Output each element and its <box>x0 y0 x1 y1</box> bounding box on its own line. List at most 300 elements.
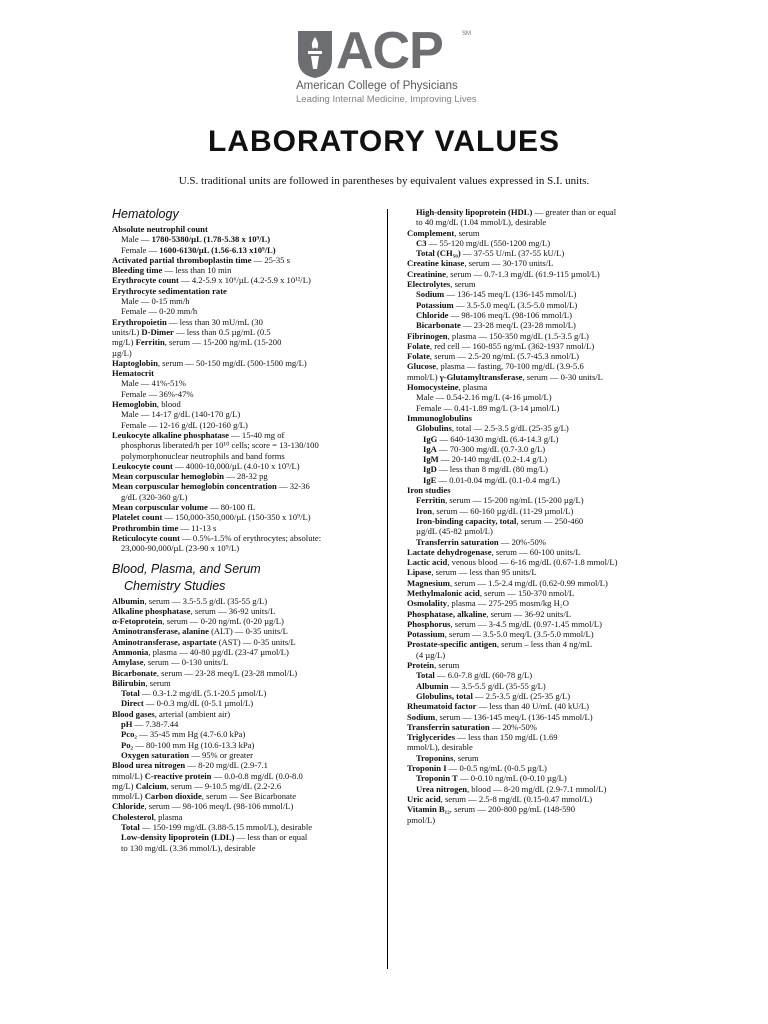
lab-value-line <box>112 265 380 275</box>
lab-value-line <box>112 812 380 822</box>
lab-test-name: Activated partial thromboplastin time <box>112 254 252 265</box>
lab-test-name: Reticulocyte count <box>112 532 181 543</box>
lab-value-line <box>407 269 675 279</box>
lab-value-text: , serum — 9-10.5 mg/dL (2.2-2.6 <box>166 780 282 791</box>
lab-value-text: , serum — 150-370 nmol/L <box>479 587 575 598</box>
lab-value-line <box>112 626 380 636</box>
logo-wordmark: ACP <box>336 22 443 80</box>
lab-value-line <box>112 843 380 853</box>
lab-value-line <box>112 492 380 502</box>
lab-test-name: Osmolality <box>407 598 448 609</box>
lab-value-text: — 0-0.5 ng/mL (0-0.5 µg/L) <box>446 763 547 774</box>
lab-value-line <box>407 361 675 371</box>
lab-value-line <box>407 547 675 557</box>
lab-test-name: Vitamin B₁₂ <box>407 804 450 815</box>
lab-test-name: Urea nitrogen <box>416 783 467 794</box>
lab-value-line <box>407 372 675 382</box>
lab-value-text: , serum — 250-460 <box>516 515 584 526</box>
lab-value-line <box>112 451 380 461</box>
lab-value-text: — 95% or greater <box>189 749 253 760</box>
lab-value-line <box>407 712 675 722</box>
lab-value-line <box>407 495 675 505</box>
lab-value-line <box>407 403 675 413</box>
lab-test-name: Blood urea nitrogen <box>112 760 186 771</box>
lab-value-text: , serum — 98-106 meq/L (98-106 mmol/L) <box>144 801 294 812</box>
lab-test-name: Chloride <box>112 801 145 812</box>
lab-value-line <box>407 238 675 248</box>
lab-test-name: Total <box>121 822 140 833</box>
lab-value-line <box>407 681 675 691</box>
lab-value-line <box>112 234 380 244</box>
lab-value-text: , serum — 36-92 units/L <box>486 608 572 619</box>
lab-value-text: — 150,000-350,000/µL (150-350 x 10⁹/L) <box>162 512 311 523</box>
lab-value-line <box>112 781 380 791</box>
lab-value-text: — 150-199 mg/dL (3.88-5.15 mmol/L), desirable <box>139 822 313 833</box>
lab-value-text: , serum — less than 95 units/L <box>431 567 537 578</box>
lab-value-text: Female — 0.41-1.89 mg/L (3-14 µmol/L) <box>416 402 560 413</box>
lab-value-line <box>407 804 675 814</box>
lab-value-line <box>407 444 675 454</box>
lab-test-name: Direct <box>121 698 144 709</box>
lab-value-text: mmol/L) <box>112 791 145 802</box>
lab-test-name: Iron studies <box>407 485 451 496</box>
lab-value-text: — 2.5-3.5 g/dL (25-35 g/L) <box>472 690 571 701</box>
lab-value-text: to 40 mg/dL (1.04 mmol/L), desirable <box>416 217 547 228</box>
lab-value-text: Male — <box>121 234 152 245</box>
lab-test-name: Total <box>121 688 140 699</box>
lab-value-text: , plasma <box>153 811 183 822</box>
logo-org-name: American College of Physicians <box>296 80 458 92</box>
lab-value-line <box>407 289 675 299</box>
lab-value-text: mmol/L), desirable <box>407 742 473 753</box>
lab-test-name: Lactic acid <box>407 557 448 568</box>
lab-value-line <box>112 678 380 688</box>
lab-test-name: Platelet count <box>112 512 163 523</box>
lab-value-line <box>407 537 675 547</box>
lab-test-name: Transferrin saturation <box>416 536 499 547</box>
lab-test-name: Albumin <box>416 680 449 691</box>
lab-test-name: Erythrocyte count <box>112 275 179 286</box>
lab-test-name: IgM <box>423 454 439 465</box>
lab-test-name: Iron <box>416 505 433 516</box>
lab-test-name: High-density lipoprotein (HDL) <box>416 207 533 217</box>
lab-value-text: , red cell — 160-855 ng/mL (362-1937 nmol/L) <box>429 340 595 351</box>
lab-value-line <box>407 660 675 670</box>
lab-test-name: Cholesterol <box>112 811 154 822</box>
lab-test-name: Potassium <box>416 299 454 310</box>
lab-value-text: mg/L) <box>112 780 136 791</box>
lab-value-line <box>407 331 675 341</box>
lab-value-line <box>407 485 675 495</box>
lab-value-text: — 640-1430 mg/dL (6.4-14.3 g/L) <box>437 433 559 444</box>
lab-value-text: , blood <box>156 399 181 410</box>
lab-value-line <box>112 616 380 626</box>
lab-value-text: — less than 150 mg/dL (1.69 <box>455 732 558 743</box>
lab-value-text: units/L) <box>112 326 142 337</box>
logo-service-mark: SM <box>462 31 471 37</box>
lab-test-name: Transferrin saturation <box>407 721 490 732</box>
lab-value-text: — 98-106 meq/L (98-106 mmol/L) <box>448 309 573 320</box>
lab-test-name: Mean corpuscular volume <box>112 502 208 513</box>
lab-value-text: , serum <box>145 677 171 688</box>
lab-value-text: — less than 40 U/mL (40 kU/L) <box>476 701 590 712</box>
lab-value-line <box>112 801 380 811</box>
lab-value-text: , serum – less than 4 ng/mL <box>496 639 593 650</box>
lab-value-text: , blood — 8-20 mg/dL (2.9-7.1 mmol/L) <box>467 783 607 794</box>
right-column <box>407 207 675 825</box>
column-divider <box>387 209 388 969</box>
lab-value-text: , serum — 1.5-2.4 mg/dL (0.62-0.99 mmol/L) <box>449 577 608 588</box>
lab-value-text: — 4.2-5.9 x 10⁶/µL (4.2-5.9 x 10¹²/L) <box>178 275 311 286</box>
lab-value-line <box>112 543 380 553</box>
lab-test-name: Mean corpuscular hemoglobin concentration <box>112 481 277 492</box>
lab-value-line <box>112 512 380 522</box>
lab-value-text: (ALT) — 0-35 units/L <box>208 626 288 637</box>
lab-value-text: g/dL (320-360 g/L) <box>121 491 188 502</box>
lab-value-text: , serum — 200-800 pg/mL (148-590 <box>449 804 576 815</box>
lab-value-line <box>112 368 380 378</box>
lab-value-text: Male — 14-17 g/dL (140-170 g/L) <box>121 409 241 420</box>
lab-value-text: , serum — 136-145 meq/L (136-145 mmol/L) <box>435 711 593 722</box>
lab-value-line <box>407 413 675 423</box>
lab-value-line <box>407 434 675 444</box>
lab-value-line <box>112 378 380 388</box>
lab-value-text: — 15-40 mg of <box>229 429 285 440</box>
lab-value-line <box>407 341 675 351</box>
lab-value-line <box>112 606 380 616</box>
acp-logo <box>296 22 477 107</box>
lab-value-line <box>112 637 380 647</box>
lab-value-line <box>112 698 380 708</box>
chemistry-values <box>112 596 380 853</box>
lab-value-line <box>112 596 380 606</box>
lab-test-name: Leukocyte alkaline phosphatase <box>112 429 229 440</box>
lab-test-name: Lipase <box>407 567 432 578</box>
lab-test-name: Prostate-specific antigen <box>407 639 497 650</box>
lab-value-line <box>112 668 380 678</box>
lab-value-line <box>112 358 380 368</box>
lab-value-line <box>407 619 675 629</box>
lab-value-text: , serum — 3-4.5 mg/dL (0.97-1.45 mmol/L) <box>450 618 602 629</box>
lab-value-text: — 0-0.10 ng/mL (0-0.10 µg/L) <box>457 773 567 784</box>
lab-value-line <box>112 245 380 255</box>
lab-test-name: Leukocyte count <box>112 460 173 471</box>
lab-test-name: Magnesium <box>407 577 450 588</box>
lab-value-line <box>112 348 380 358</box>
lab-value-line <box>112 502 380 512</box>
lab-value-text: , serum — 0.7-1.3 mg/dL (61.9-115 µmol/L) <box>446 268 600 279</box>
lab-value-line <box>112 275 380 285</box>
left-column <box>112 207 380 853</box>
lab-value-line <box>112 771 380 781</box>
lab-test-name: C3 <box>416 237 427 248</box>
lab-value-line <box>112 440 380 450</box>
lab-value-text: 23,000-90,000/µL (23-90 x 10⁹/L) <box>121 543 240 554</box>
lab-value-text: µg/L) <box>112 347 132 358</box>
lab-test-name: Blood gases <box>112 708 155 719</box>
lab-test-name: Folate <box>407 340 430 351</box>
lab-test-name: Po₂ <box>121 739 134 750</box>
lab-value-line <box>407 815 675 825</box>
lab-value-line <box>407 598 675 608</box>
lab-test-name: Creatine kinase <box>407 258 465 269</box>
lab-value-line <box>407 382 675 392</box>
lab-value-text: — 0.3-1.2 mg/dL (5.1-20.5 µmol/L) <box>139 688 267 699</box>
lab-value-text: mg/L) <box>112 337 136 348</box>
lab-test-name: Albumin <box>112 595 145 606</box>
lab-test-name: γ-Glutamyltransferase <box>439 371 523 382</box>
lab-test-name: Uric acid <box>407 793 441 804</box>
lab-value-text: , serum — 36-92 units/L <box>190 605 276 616</box>
lab-value-text: , serum — 0-20 ng/mL (0-20 µg/L) <box>162 616 284 627</box>
lab-value-line <box>407 464 675 474</box>
lab-test-name: Erythropoietin <box>112 316 167 327</box>
lab-value-line <box>407 609 675 619</box>
lab-test-name: Erythrocyte sedimentation rate <box>112 285 227 296</box>
lab-value-text: — 35-45 mm Hg (4.7-6.0 kPa) <box>136 729 246 740</box>
lab-value-line <box>407 248 675 258</box>
lab-test-name: Creatinine <box>407 268 446 279</box>
lab-value-line <box>407 423 675 433</box>
lab-value-text: , plasma <box>458 382 488 393</box>
lab-test-name: Immunoglobulins <box>407 412 472 423</box>
lab-value-text: mmol/L) <box>407 371 440 382</box>
section-heading-hematology: Hematology <box>112 207 179 221</box>
lab-value-line <box>112 430 380 440</box>
lab-value-line <box>407 722 675 732</box>
lab-value-text: — 11-13 s <box>178 522 217 533</box>
lab-value-text: phosphorus liberated/h per 10¹⁰ cells; score = 13-130/100 <box>121 440 319 451</box>
lab-value-line <box>112 481 380 491</box>
lab-value-line <box>407 691 675 701</box>
lab-test-name: α-Fetoprotein <box>112 616 163 627</box>
lab-value-text: Female — <box>121 244 160 255</box>
lab-test-name: Potassium <box>407 629 445 640</box>
lab-test-name: Triglycerides <box>407 732 456 743</box>
lab-value-text: , serum — 0-130 units/L <box>143 657 229 668</box>
lab-value-line <box>407 732 675 742</box>
lab-value-text: , serum — 2.5-20 ng/mL (5.7-45.3 nmol/L) <box>429 351 580 362</box>
hematology-values <box>112 224 380 554</box>
section-heading-chemistry-studies: Chemistry Studies <box>124 578 226 593</box>
lab-test-name: Aminotransferase, alanine <box>112 626 209 637</box>
lab-value-line <box>112 327 380 337</box>
lab-test-name: Carbon dioxide <box>144 791 202 802</box>
lab-value-line <box>407 228 675 238</box>
lab-value-line <box>112 420 380 430</box>
lab-value-text: — 80-100 fL <box>207 502 256 513</box>
lab-test-name: Total <box>416 670 435 681</box>
lab-test-name: IgG <box>423 433 438 444</box>
lab-value-text: , serum — 15-200 ng/mL (15-200 <box>164 337 282 348</box>
lab-value-line <box>112 306 380 316</box>
lab-value-line <box>112 286 380 296</box>
lab-value-line <box>407 320 675 330</box>
lab-test-name: Ammonia <box>112 646 149 657</box>
lab-value-line <box>407 207 675 217</box>
lab-test-name: Aminotransferase, aspartate <box>112 636 217 647</box>
lab-value-line <box>112 224 380 234</box>
lab-value-text: , total — 2.5-3.5 g/dL (25-35 g/L) <box>451 423 569 434</box>
lab-value-text: , serum — 0-30 units/L <box>522 371 603 382</box>
lab-value-line <box>112 688 380 698</box>
logo-tagline: Leading Internal Medicine, Improving Lives <box>296 94 477 105</box>
lab-value-text: pmol/L) <box>407 814 436 825</box>
lab-value-line <box>407 588 675 598</box>
lab-value-text: , serum — See Bicarbonate <box>201 791 297 802</box>
lab-value-text: — 8-20 mg/dL (2.9-7.1 <box>185 760 268 771</box>
lab-value-line <box>112 647 380 657</box>
lab-value-text: , serum — 15-200 ng/mL (15-200 µg/L) <box>445 495 584 506</box>
lab-test-name: Bicarbonate <box>416 320 461 331</box>
lab-value-line <box>112 533 380 543</box>
lab-value-text: — 0.5%-1.5% of erythrocytes; absolute: <box>180 532 322 543</box>
lab-value-text: , plasma — 150-350 mg/dL (1.5-3.5 g/L) <box>447 330 589 341</box>
lab-value-text: Male — 41%-51% <box>121 378 186 389</box>
lab-value-line <box>112 296 380 306</box>
lab-test-name: Folate <box>407 351 430 362</box>
lab-value-line <box>112 822 380 832</box>
lab-value-line <box>407 742 675 752</box>
lab-test-name: Rheumatoid factor <box>407 701 477 712</box>
lab-test-name: Protein <box>407 660 435 671</box>
lab-value-line <box>407 392 675 402</box>
lab-value-line <box>407 516 675 526</box>
lab-test-name: Calcium <box>135 780 167 791</box>
lab-value-text: — less than 8 mg/dL (80 mg/L) <box>436 464 549 475</box>
lab-value-text: — 55-120 mg/dL (550-1200 mg/L) <box>426 237 551 248</box>
lab-test-name: Ferritin <box>416 495 446 506</box>
lab-value-line <box>407 763 675 773</box>
lab-value-text: — 3.5-5.5 g/dL (35-55 g/L) <box>448 680 546 691</box>
lab-value-line <box>407 310 675 320</box>
lab-value-text: — less than 30 mU/mL (30 <box>166 316 263 327</box>
lab-value-line <box>407 258 675 268</box>
lab-value-text: , serum <box>434 660 460 671</box>
lab-value-text: — 28-32 pg <box>224 471 268 482</box>
lab-value-text: , serum — 50-150 mg/dL (500-1500 mg/L) <box>157 357 307 368</box>
lab-value-line <box>407 629 675 639</box>
lab-value-line <box>407 670 675 680</box>
lab-value-text: — less than 10 min <box>162 265 232 276</box>
lab-value-line <box>112 750 380 760</box>
lab-value-text: , serum <box>450 279 476 290</box>
lab-value-text: , serum — 3.5-5.0 meq/L (3.5-5.0 mmol/L) <box>444 629 594 640</box>
lab-value-text: — 25-35 s <box>251 254 290 265</box>
lab-value-text: — 3.5-5.0 meq/L (3.5-5.0 mmol/L) <box>453 299 578 310</box>
lab-value-text: — 0.0-0.8 mg/dL (0.0-8.0 <box>211 770 303 781</box>
lab-test-name: Hematocrit <box>112 368 154 379</box>
lab-value-text: — less than or equal <box>234 832 308 843</box>
lab-value-text: — 20%-50% <box>489 721 537 732</box>
lab-value-line <box>407 794 675 804</box>
lab-value-line <box>112 471 380 481</box>
lab-test-name: Oxygen saturation <box>121 749 190 760</box>
lab-test-name: D-Dimer <box>141 326 174 337</box>
lab-value-text: polymorphonuclear neutrophils and band forms <box>121 450 285 461</box>
lab-value-text: , venous blood — 6-16 mg/dL (0.67-1.8 mmol/L) <box>447 557 618 568</box>
lab-value-text: — 37-55 U/mL (37-55 kU/L) <box>460 248 565 259</box>
lab-test-name: IgD <box>423 464 437 475</box>
lab-test-name: Troponins <box>416 752 454 763</box>
lab-value-text: (AST) — 0-35 units/L <box>216 636 296 647</box>
lab-value-text: — 20%-50% <box>498 536 546 547</box>
lab-value-text: — 4000-10,000/µL (4.0-10 x 10⁹/L) <box>172 460 300 471</box>
lab-test-name: Chloride <box>416 309 449 320</box>
page-subtitle: U.S. traditional units are followed in parentheses by equivalent values expressed in S.I. units. <box>178 175 590 187</box>
lab-value-line <box>112 461 380 471</box>
lab-value-text: , plasma — fasting, 70-100 mg/dL (3.9-5.6 <box>436 361 584 372</box>
lab-value-line <box>112 317 380 327</box>
lab-value-line <box>112 657 380 667</box>
lab-value-text: , plasma — 275-295 mosm/kg H₂O <box>447 598 569 609</box>
lab-test-name: Absolute neutrophil count <box>112 224 208 234</box>
section-heading-blood-plasma-serum: Blood, Plasma, and Serum <box>112 561 261 576</box>
lab-value-text: , serum — 60-100 units/L <box>491 546 581 557</box>
lab-value-text: mmol/L) <box>112 770 145 781</box>
lab-test-name: 1600-6130/µL (1.56-6.13 x10⁹/L) <box>159 244 276 255</box>
lab-value-line <box>407 753 675 763</box>
lab-value-text: — 6.0-7.8 g/dL (60-78 g/L) <box>434 670 533 681</box>
lab-test-name: Globulins <box>416 423 452 434</box>
lab-value-text: , arterial (ambient air) <box>154 708 231 719</box>
lab-test-name: Ferritin <box>135 337 165 348</box>
lab-test-name: Pco₂ <box>121 729 137 740</box>
lab-value-text: µg/dL (45-82 µmol/L) <box>416 526 493 537</box>
lab-value-text: Male — 0.54-2.16 mg/L (4-16 µmol/L) <box>416 392 552 403</box>
lab-test-name: Low-density lipoprotein (LDL) <box>121 832 235 843</box>
lab-value-line <box>407 773 675 783</box>
lab-test-name: Phosphatase, alkaline <box>407 608 487 619</box>
lab-value-text: , serum — 30-170 units/L <box>464 258 554 269</box>
lab-value-line <box>407 650 675 660</box>
lab-value-text: — 80-100 mm Hg (10.6-13.3 kPa) <box>133 739 255 750</box>
lab-value-line <box>407 639 675 649</box>
lab-test-name: Bilirubin <box>112 677 146 688</box>
lab-test-name: Bicarbonate <box>112 667 157 678</box>
lab-test-name: Troponin I <box>407 763 447 774</box>
lab-value-line <box>112 709 380 719</box>
chemistry-values-continued <box>407 207 675 825</box>
lab-value-line <box>407 526 675 536</box>
lab-value-text: Female — 12-16 g/dL (120-160 g/L) <box>121 419 248 430</box>
acp-torch-emblem-icon <box>296 29 334 79</box>
lab-test-name: Bleeding time <box>112 265 163 276</box>
lab-value-line <box>407 567 675 577</box>
page-title: LABORATORY VALUES <box>207 125 561 158</box>
lab-test-name: Lactate dehydrogenase <box>407 546 492 557</box>
lab-value-line <box>407 784 675 794</box>
lab-value-text: — 32-36 <box>276 481 310 492</box>
lab-test-name: Homocysteine <box>407 382 459 393</box>
lab-test-name: Glucose <box>407 361 437 372</box>
lab-test-name: IgA <box>423 443 437 454</box>
lab-value-text: , serum — 23-28 meq/L (23-28 mmol/L) <box>156 667 298 678</box>
lab-value-text: Female — 36%-47% <box>121 388 194 399</box>
lab-test-name: Phosphorus <box>407 618 451 629</box>
lab-value-line <box>112 389 380 399</box>
lab-test-name: Complement <box>407 227 455 238</box>
lab-value-line <box>407 217 675 227</box>
lab-test-name: Prothrombin time <box>112 522 179 533</box>
lab-value-line <box>112 255 380 265</box>
lab-test-name: Fibrinogen <box>407 330 448 341</box>
lab-test-name: pH <box>121 719 133 730</box>
lab-test-name: Sodium <box>407 711 436 722</box>
lab-value-line <box>112 409 380 419</box>
lab-value-line <box>112 399 380 409</box>
lab-test-name: Haptoglobin <box>112 357 158 368</box>
